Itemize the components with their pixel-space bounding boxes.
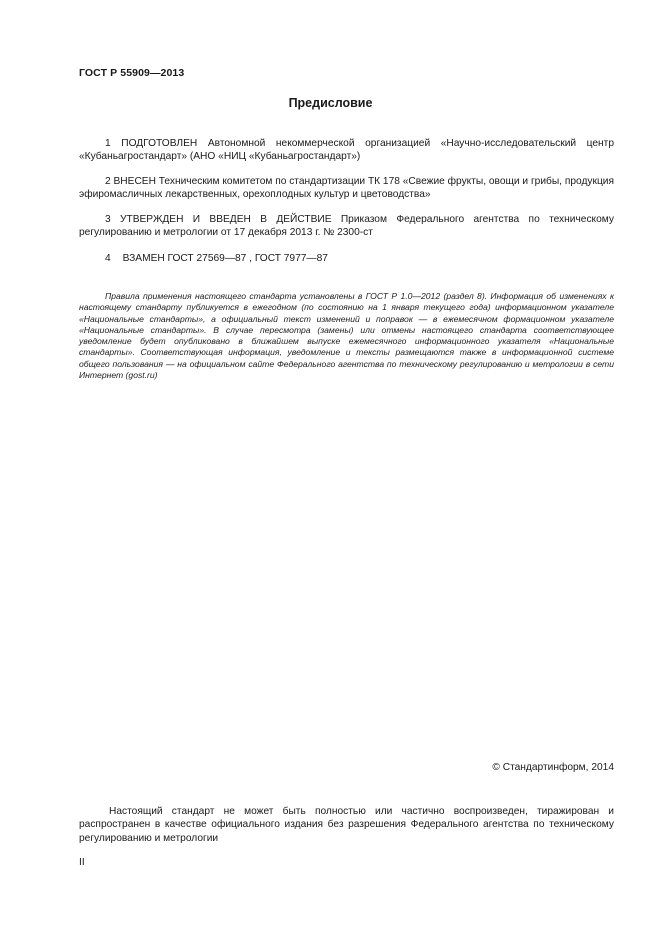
section-title: Предисловие: [288, 96, 373, 110]
application-rules-note: Правила применения настоящего стандарта установлены в ГОСТ Р 1.0—2012 (раздел 8). Информация об изменениях к настоящему стандарту публикуется в ежегодном (по состоянию на 1 января текущего года) информационном указателе «Национальные стандарты», а официальный текст изменений и поправок — в ежемесячном формационном указателе «Национальные стандарты». В случае пересмотра (замены) или отмены настоящего стандарта соответствующее уведомление будет опубликовано в ближайшем выпуске ежемесячного информационного указателя «Национальные стандарты». Соответствующая информация, уведомление и тексты размещаются также в информационной системе общего пользования — на официальном сайте Федерального агентства по техническому регулированию и метрологии в сети Интернет (gost.ru): [79, 291, 614, 381]
foreword-item-2: 2 ВНЕСЕН Техническим комитетом по стандартизации ТК 178 «Свежие фрукты, овощи и грибы, продукция эфиромасличных лекарственных, орехоплодных культур и цветоводства»: [79, 176, 614, 201]
document-code-header: ГОСТ Р 55909—2013: [79, 67, 185, 79]
foreword-item-4: [79, 252, 614, 265]
foreword-item-3: 3 УТВЕРЖДЕН И ВВЕДЕН В ДЕЙСТВИЕ Приказом Федерального агентства по техническому регулированию и метрологии от 17 декабря 2013 г. № 2300-ст: [79, 214, 614, 239]
foreword-item-4-text: ВЗАМЕН ГОСТ 27569—87 , ГОСТ 7977—87: [122, 253, 328, 264]
reproduction-notice: Настоящий стандарт не может быть полностью или частично воспроизведен, тиражирован и распространен в качестве официального издания без разрешения Федерального агентства по техническому регулированию и метрологии: [79, 806, 614, 844]
foreword-item-1: 1 ПОДГОТОВЛЕН Автономной некоммерческой организацией «Научно-исследовательский центр «Кубаньагростандарт» (АНО «НИЦ «Кубаньагростандарт»): [79, 138, 614, 163]
page-number: II: [79, 857, 85, 868]
copyright-line: © Стандартинформ, 2014: [492, 762, 614, 773]
foreword-item-4-number: 4: [105, 253, 111, 264]
